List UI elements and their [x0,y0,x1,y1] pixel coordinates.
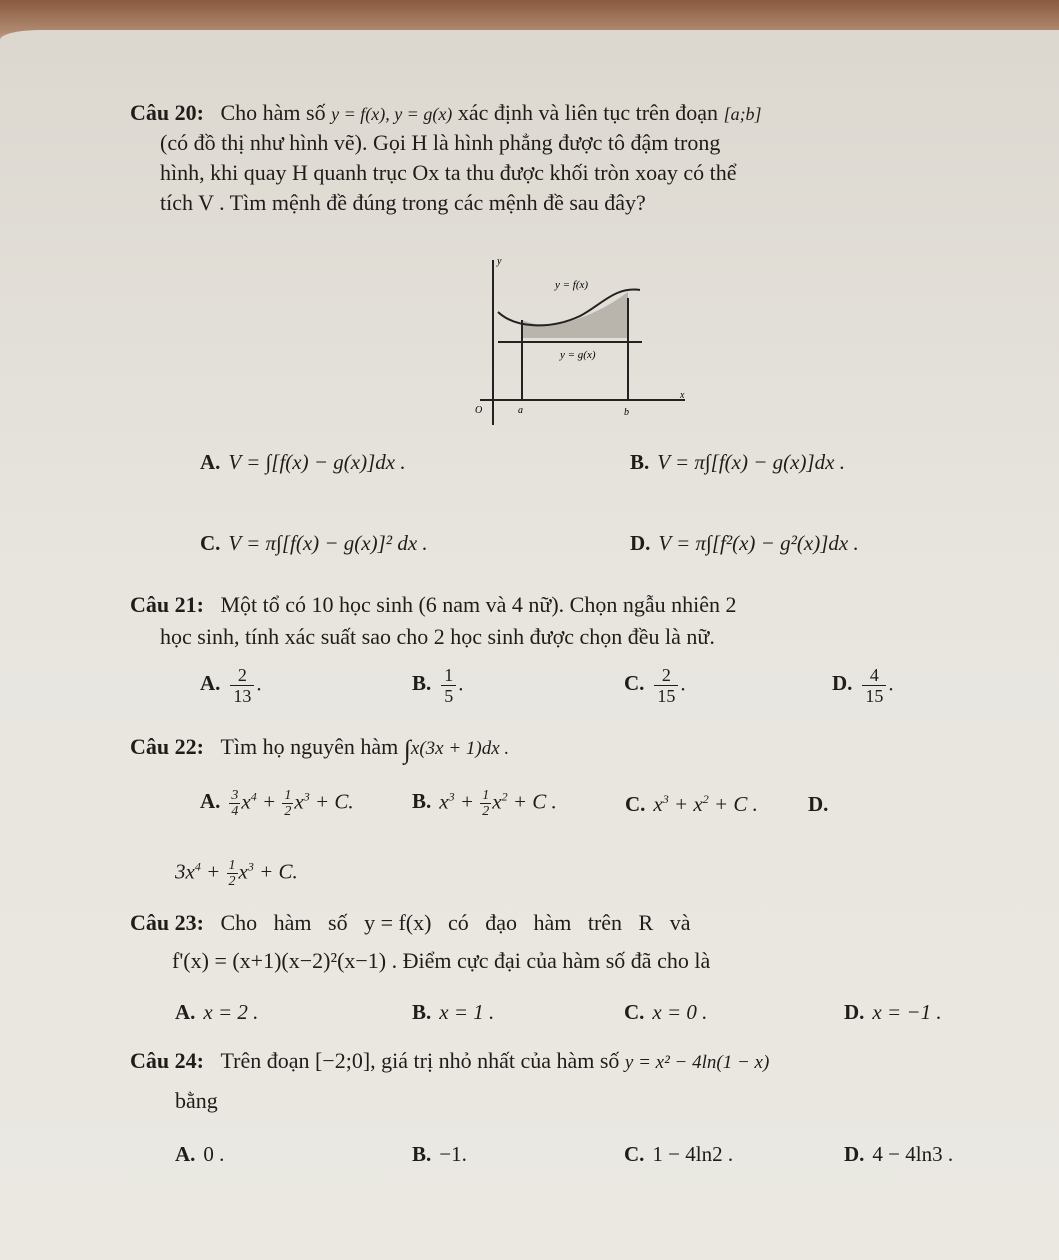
g-label: y = g(x) [560,349,596,361]
q23-text: Cho hàm số y = f(x) có đạo hàm trên R và [220,910,691,935]
q22-option-d-value: $3x^4$ + $\frac{1}{2}$ $x^3 + C$. [175,858,298,889]
q22-option-c[interactable]: C. $x^3 + x^2 + C$ . [625,792,758,816]
q24-line1 [130,1046,769,1078]
q21-number: Câu 21: [130,592,204,617]
y-axis-label: y [497,256,502,267]
q24-function: y = x² − 4ln(1 − x) [624,1052,770,1073]
q24-option-b[interactable]: B. −1. [412,1142,467,1166]
q23-line2: f'(x) = (x+1)(x−2)²(x−1) . Điểm cực đại của hàm số đã cho là [172,948,711,973]
q22-option-a[interactable]: A. $\frac{3}{4}$ $x^4$ + $\frac{1}{2}$ $x^3 + C$. [200,788,354,819]
q24-number: Câu 24: [130,1048,204,1073]
q20-interval: [a;b] [723,104,762,124]
q20-text-a: Cho hàm số [220,100,326,125]
q20-option-d[interactable]: D. V = π∫[f²(x) − g²(x)]dx . [630,531,859,555]
x-axis-label: x [680,390,685,401]
q23-option-b[interactable]: B. x = 1 . [412,1000,495,1024]
q23-line1 [130,908,691,938]
q24-line2: bằng [175,1088,218,1113]
q20-line3: hình, khi quay H quanh trục Ox ta thu được khối tròn xoay có thể [160,160,737,185]
q21-option-b[interactable]: B. $\frac{1}{5}$ . [412,665,464,706]
a-label: a [518,405,523,416]
q20-text-b: xác định và liên tục trên đoạn [457,100,719,125]
q20-number: Câu 20: [130,100,204,125]
q22-option-d[interactable]: D. [808,792,829,816]
q21-option-a[interactable]: A. $\frac{2}{13}$ . [200,665,262,706]
q21-line2: học sinh, tính xác suất sao cho 2 học sinh được chọn đều là nữ. [160,624,715,649]
q21-option-c[interactable]: C. $\frac{2}{15}$ . [624,665,686,706]
q24-option-a[interactable]: A. 0 . [175,1142,225,1166]
q20-line2: (có đồ thị như hình vẽ). Gọi H là hình phẳng được tô đậm trong [160,130,721,155]
origin-label: O [475,405,483,416]
q23-option-d[interactable]: D. x = −1 . [844,1000,942,1024]
q20-graph [470,250,690,430]
q24-option-d[interactable]: D. 4 − 4ln3 . [844,1142,954,1166]
b-label: b [624,407,629,418]
q20-line1 [130,98,762,129]
q20-option-b[interactable]: B. V = π∫[f(x) − g(x)]dx . [630,450,845,474]
q20-line4: tích V . Tìm mệnh đề đúng trong các mệnh đề sau đây? [160,190,646,215]
q21-text: Một tổ có 10 học sinh (6 nam và 4 nữ). Chọn ngẫu nhiên 2 [220,592,737,617]
q23-number: Câu 23: [130,910,204,935]
q24-text: Trên đoạn [−2;0], giá trị nhỏ nhất của hàm số [220,1048,620,1073]
q21-line1 [130,590,736,620]
q22-number: Câu 22: [130,734,204,759]
q21-option-d[interactable]: D. $\frac{4}{15}$ . [832,665,894,706]
q23-option-a[interactable]: A. x = 2 . [175,1000,259,1024]
q22-integrand: x(3x + 1)dx . [410,738,510,759]
q20-option-c[interactable]: C. V = π∫[f(x) − g(x)]² dx . [200,531,428,555]
q22-text: Tìm họ nguyên hàm [220,734,399,759]
q24-option-c[interactable]: C. 1 − 4ln2 . [624,1142,734,1166]
q20-option-a[interactable]: A. V = ∫[f(x) − g(x)]dx . [200,450,406,474]
q20-functions: y = f(x), y = g(x) [331,104,453,124]
q22-option-b[interactable]: B. $x^3$ + $\frac{1}{2}$ $x^2 + C$ . [412,788,557,819]
q22-line1: Câu 22: Tìm họ nguyên hàm ∫x(3x + 1)dx . [130,734,510,764]
q23-option-c[interactable]: C. x = 0 . [624,1000,708,1024]
shaded-region [522,292,628,338]
f-label: y = f(x) [555,279,589,291]
